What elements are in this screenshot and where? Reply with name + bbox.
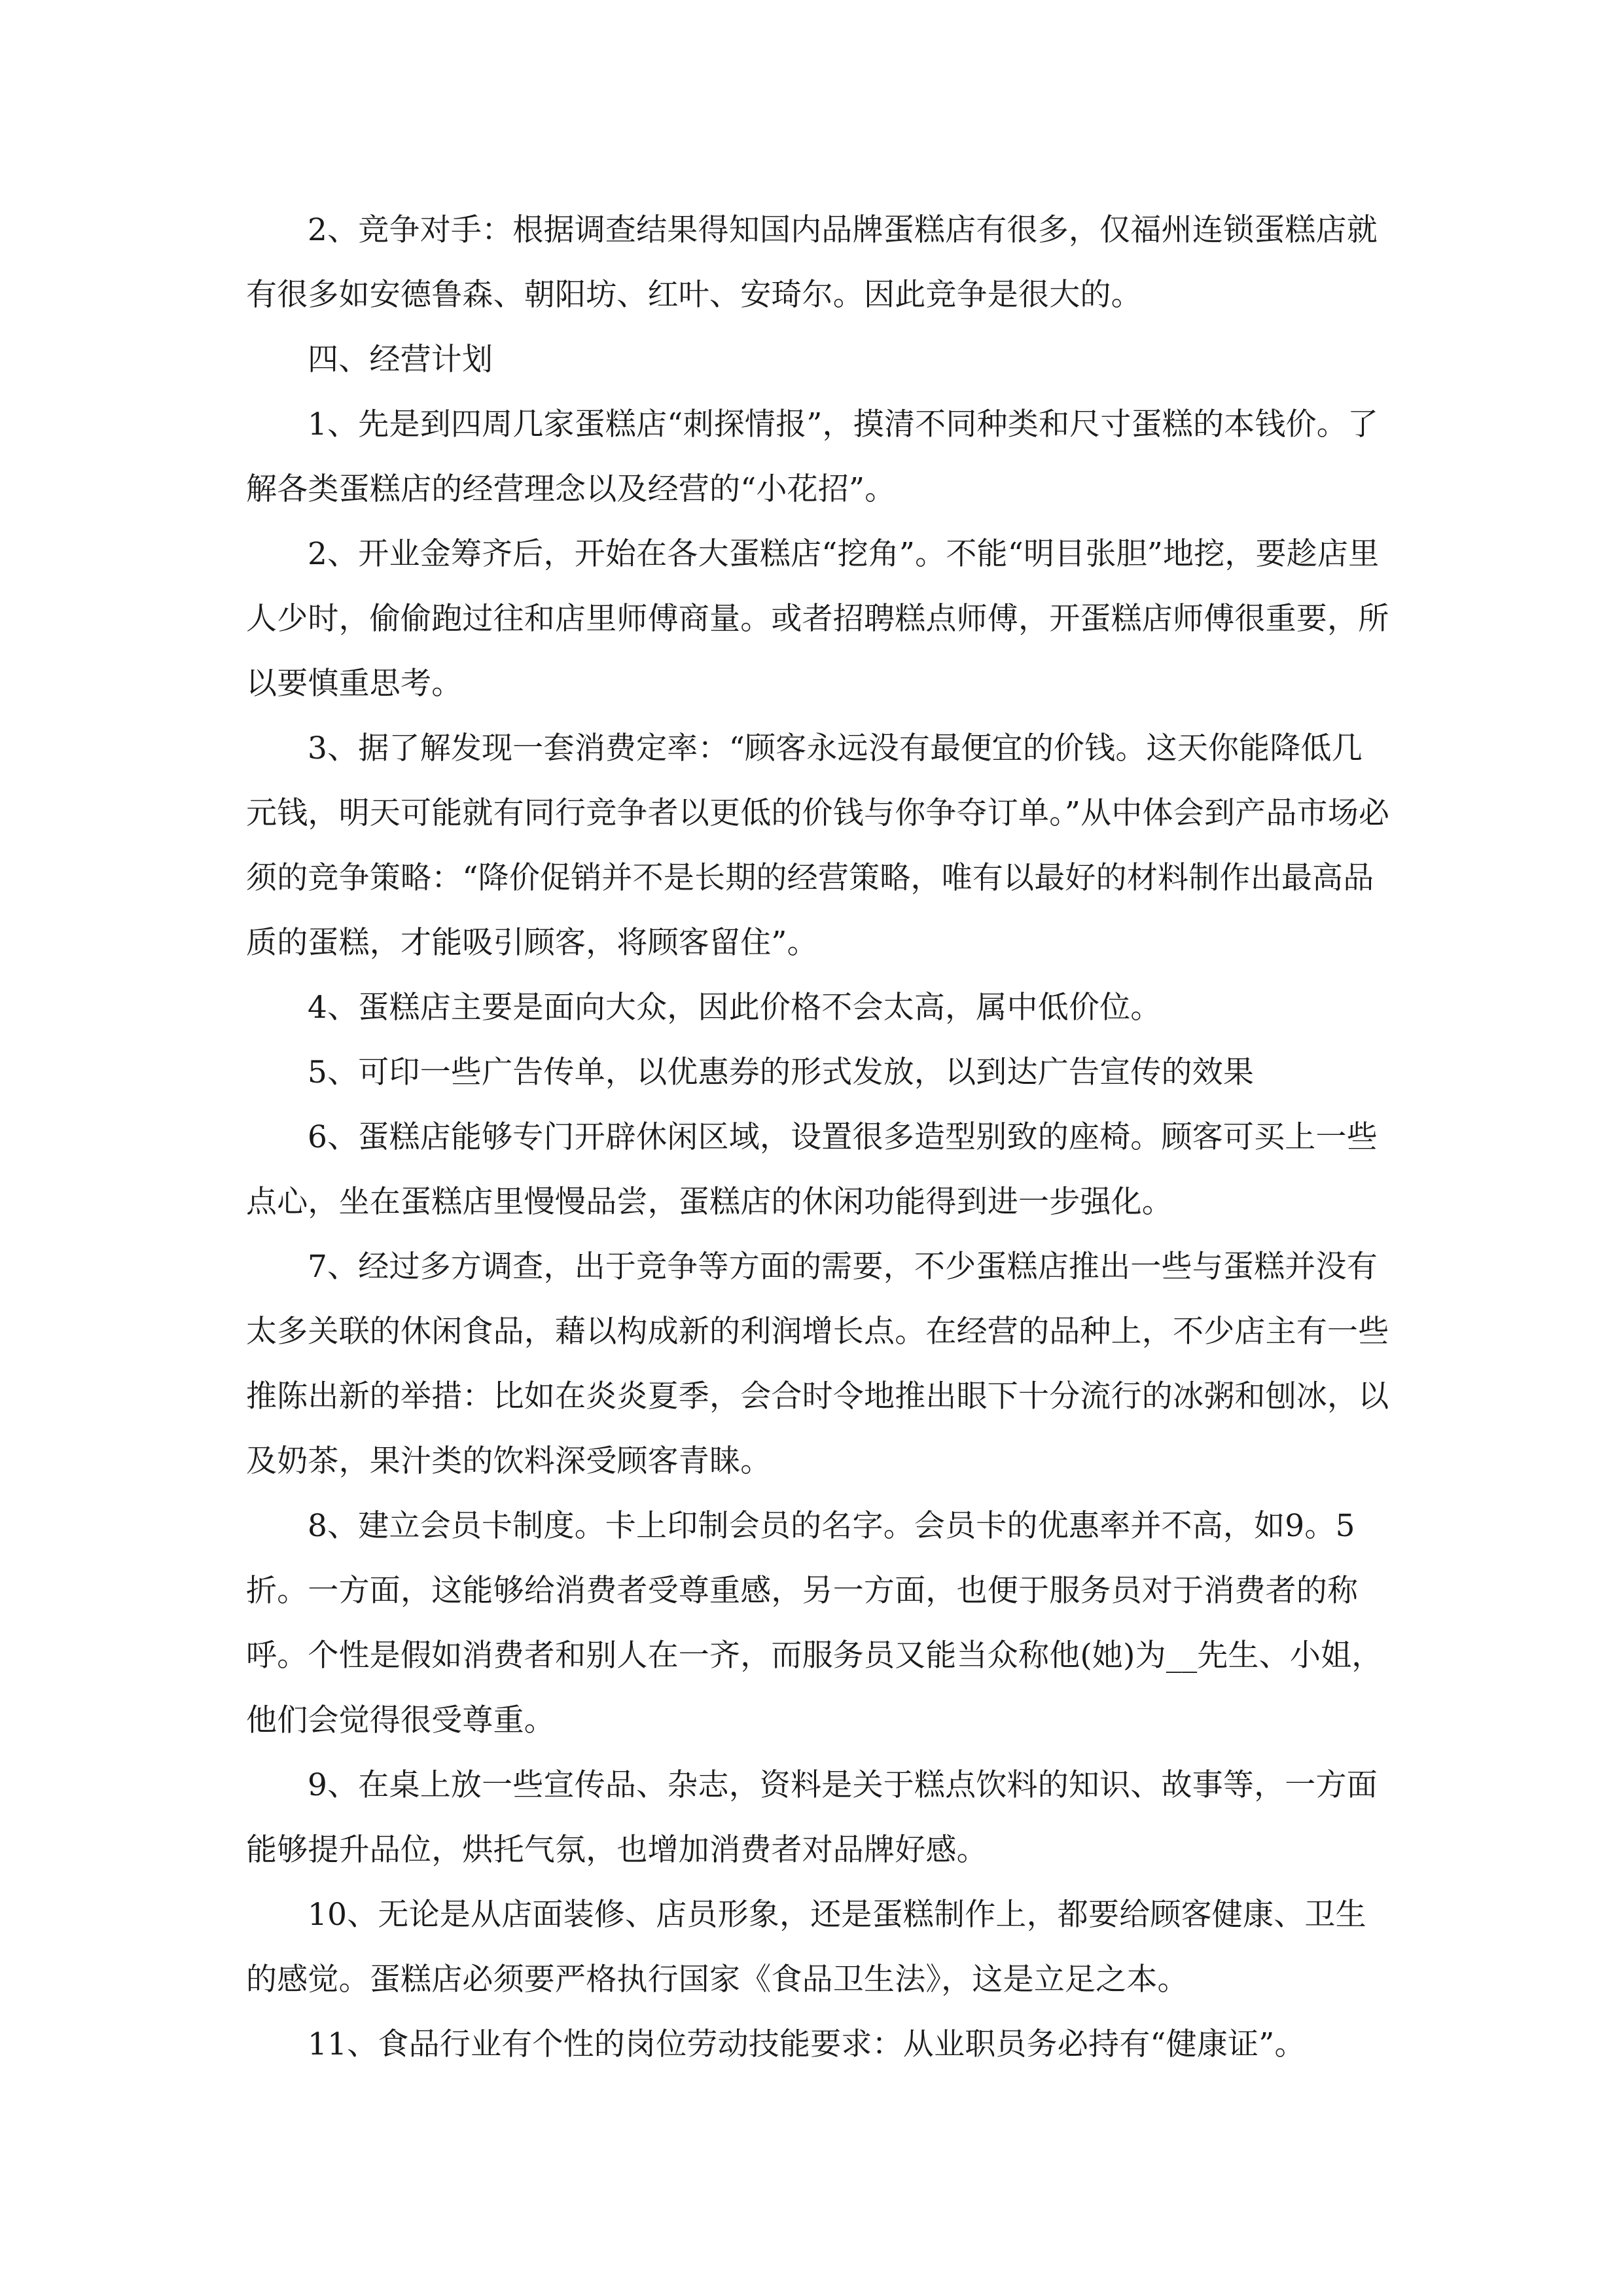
- document-body: [246, 198, 1393, 2077]
- paragraph-plan-8: 8、建立会员卡制度。卡上印制会员的名字。会员卡的优惠率并不高，如9。5折。一方面，这能够给消费者受尊重感，另一方面，也便于服务员对于消费者的称呼。个性是假如消费者和别人在一齐，而服务员又能当众称他(她)为__先生、小姐，他们会觉得很受尊重。: [246, 1508, 1383, 1738]
- paragraph-plan-6: 6、蛋糕店能够专门开辟休闲区域，设置很多造型别致的座椅。顾客可买上一些点心，坐在蛋糕店里慢慢品尝，蛋糕店的休闲功能得到进一步强化。: [246, 1119, 1378, 1220]
- section-heading-business-plan: 四、经营计划: [308, 342, 493, 378]
- paragraph-plan-3: 3、据了解发现一套消费定率：“顾客永远没有最便宜的价钱。这天你能降低几元钱，明天可能就有同行竞争者以更低的价钱与你争夺订单。”从中体会到产品市场必须的竞争策略：“降价促销并不是长期的经营策略，唯有以最好的材料制作出最高品质的蛋糕，才能吸引顾客，将顾客留住”。: [246, 730, 1390, 961]
- paragraph-plan-2: 2、开业金筹齐后，开始在各大蛋糕店“挖角”。不能“明目张胆”地挖，要趁店里人少时，偷偷跑过往和店里师傅商量。或者招聘糕点师傅，开蛋糕店师傅很重要，所以要慎重思考。: [246, 536, 1389, 702]
- paragraph-competitors: 2、竞争对手：根据调查结果得知国内品牌蛋糕店有很多，仅福州连锁蛋糕店就有很多如安德鲁森、朝阳坊、红叶、安琦尔。因此竞争是很大的。: [246, 212, 1378, 313]
- paragraph-plan-10: 10、无论是从店面装修、店员形象，还是蛋糕制作上，都要给顾客健康、卫生的感觉。蛋糕店必须要严格执行国家《食品卫生法》，这是立足之本。: [246, 1897, 1366, 1998]
- paragraph-plan-4: 4、蛋糕店主要是面向大众，因此价格不会太高，属中低价位。: [308, 990, 1162, 1026]
- paragraph-plan-11: 11、食品行业有个性的岗位劳动技能要求：从业职员务必持有“健康证”。: [308, 2026, 1306, 2062]
- paragraph-plan-5: 5、可印一些广告传单，以优惠券的形式发放，以到达广告宣传的效果: [308, 1054, 1255, 1090]
- paragraph-plan-9: 9、在桌上放一些宣传品、杂志，资料是关于糕点饮料的知识、故事等，一方面能够提升品位，烘托气氛，也增加消费者对品牌好感。: [246, 1767, 1378, 1868]
- paragraph-plan-7: 7、经过多方调查，出于竞争等方面的需要，不少蛋糕店推出一些与蛋糕并没有太多关联的休闲食品，藉以构成新的利润增长点。在经营的品种上，不少店主有一些推陈出新的举措：比如在炎炎夏季，会合时令地推出眼下十分流行的冰粥和刨冰，以及奶茶，果汁类的饮料深受顾客青睐。: [246, 1249, 1389, 1479]
- paragraph-plan-1: 1、先是到四周几家蛋糕店“刺探情报”，摸清不同种类和尺寸蛋糕的本钱价。了解各类蛋糕店的经营理念以及经营的“小花招”。: [246, 406, 1379, 507]
